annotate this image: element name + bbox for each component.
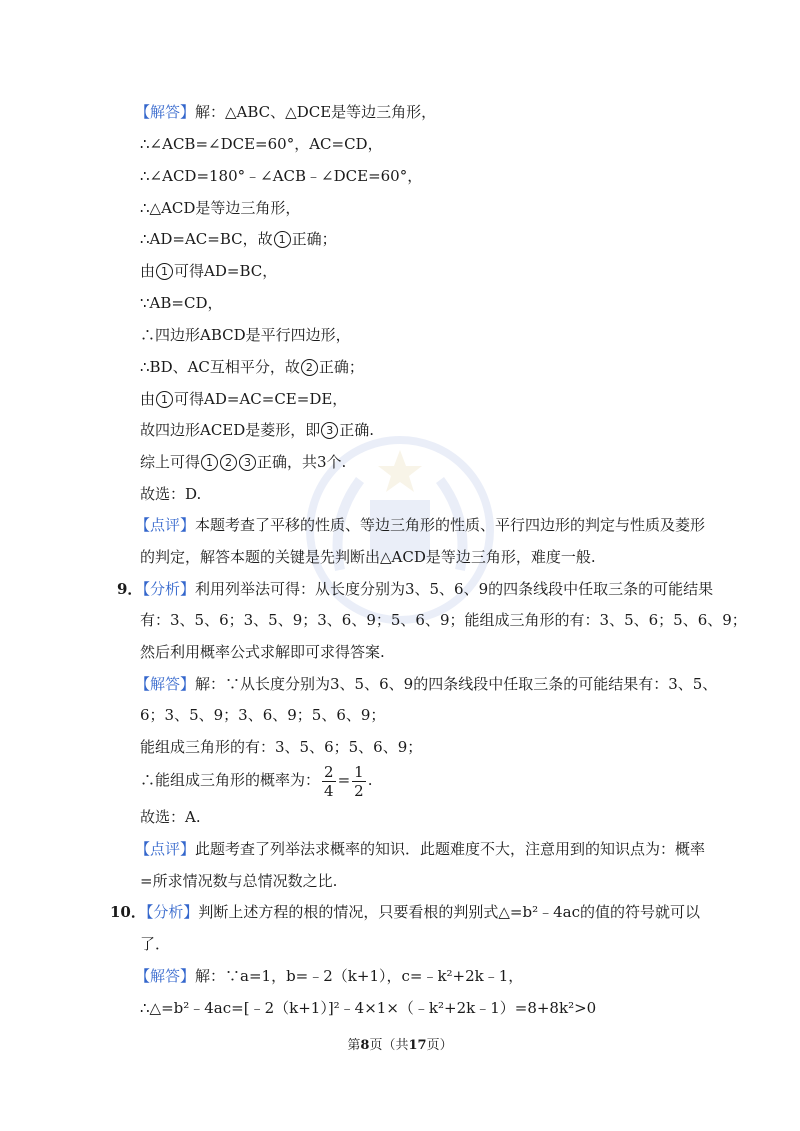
- solution-line: 6；3、5、9；3、6、9；5、6、9；: [140, 706, 386, 724]
- solution-line: 【解答】解：∵a=1，b=﹣2（k+1），c=﹣k²+2k﹣1，: [135, 967, 524, 985]
- review-line: 的判定，解答本题的关键是先判断出△ACD是等边三角形，难度一般.: [140, 548, 596, 566]
- circled-number: 3: [321, 422, 338, 439]
- solution-line: ∴BD、AC互相平分，故 2 正确；: [140, 358, 364, 376]
- solution-line: 能组成三角形的有：3、5、6；5、6、9；: [140, 738, 423, 756]
- review-line: 【点评】此题考查了列举法求概率的知识．此题难度不大，注意用到的知识点为：概率: [135, 840, 706, 858]
- solution-line: ∴四边形ABCD是平行四边形，: [140, 326, 351, 344]
- review-line: =所求情况数与总情况数之比.: [140, 872, 338, 890]
- page-total: 17: [408, 1038, 427, 1053]
- circled-number: 1: [274, 231, 291, 248]
- question-9-analysis: 9．【分析】利用列举法可得：从长度分别为3、5、6、9的四条线段中任取三条的可能结果: [117, 580, 714, 598]
- analysis-tag: 【分析】: [145, 903, 199, 921]
- page-footer: 第8页（共17页）: [347, 1038, 453, 1053]
- question-number: 9．: [117, 580, 143, 598]
- solution-line: 【解答】解：△ABC、△DCE是等边三角形，: [135, 103, 437, 121]
- analysis-line: 了．: [140, 935, 171, 953]
- review-line: 【点评】本题考查了平移的性质、等边三角形的性质、平行四边形的判定与性质及菱形: [135, 516, 706, 534]
- analysis-line: 然后利用概率公式求解即可求得答案.: [140, 643, 385, 661]
- solution-line: 故选：A.: [140, 808, 201, 826]
- solution-line: ∴能组成三角形的概率为： $\frac{2}{4}$ = $\frac{1}{2}$ .: [140, 762, 373, 800]
- solution-tag: 【解答】: [135, 967, 196, 985]
- question-10-analysis: 10．【分析】判断上述方程的根的情况，只要看根的判别式△=b²﹣4ac的值的符号就可以: [110, 903, 701, 921]
- solution-line: 【解答】解：∵从长度分别为3、5、6、9的四条线段中任取三条的可能结果有：3、5、: [135, 675, 718, 693]
- solution-tag: 【解答】: [135, 103, 196, 121]
- circled-number: 1: [156, 263, 173, 280]
- circled-number: 1: [201, 454, 218, 471]
- page-number: 8: [360, 1038, 370, 1053]
- circled-number: 1: [156, 391, 173, 408]
- solution-tag: 【解答】: [135, 675, 196, 693]
- solution-line: ∴AD=AC=BC，故 1 正确；: [140, 230, 337, 248]
- circled-number: 2: [220, 454, 237, 471]
- circled-number: 3: [239, 454, 256, 471]
- solution-line: ∴△=b²﹣4ac=[﹣2（k+1）]²﹣4×1×（﹣k²+2k﹣1）=8+8k²>0: [140, 999, 597, 1017]
- solution-line: 由 1 可得AD=AC=CE=DE，: [140, 390, 348, 408]
- solution-line: ∵AB=CD，: [140, 294, 223, 312]
- solution-line: 综上可得 1 2 3 正确，共3个.: [140, 453, 347, 471]
- solution-line: 故选：D.: [140, 485, 202, 503]
- solution-line: ∴∠ACB=∠DCE=60°，AC=CD，: [140, 135, 383, 153]
- solution-line: 故四边形ACED是菱形，即 3 正确.: [140, 421, 375, 439]
- solution-line: 由 1 可得AD=BC，: [140, 262, 278, 280]
- review-tag: 【点评】: [135, 840, 196, 858]
- analysis-line: 有：3、5、6；3、5、9；3、6、9；5、6、9；能组成三角形的有：3、5、6；5、6、9；: [140, 611, 747, 629]
- question-number: 10．: [110, 903, 146, 921]
- fraction: $\frac{1}{2}$: [354, 762, 364, 800]
- solution-line: ∴∠ACD=180°﹣∠ACB﹣∠DCE=60°，: [140, 167, 423, 185]
- fraction: $\frac{2}{4}$: [324, 762, 334, 800]
- review-tag: 【点评】: [135, 516, 196, 534]
- circled-number: 2: [301, 359, 318, 376]
- solution-line: ∴△ACD是等边三角形，: [140, 199, 301, 217]
- analysis-tag: 【分析】: [142, 580, 195, 598]
